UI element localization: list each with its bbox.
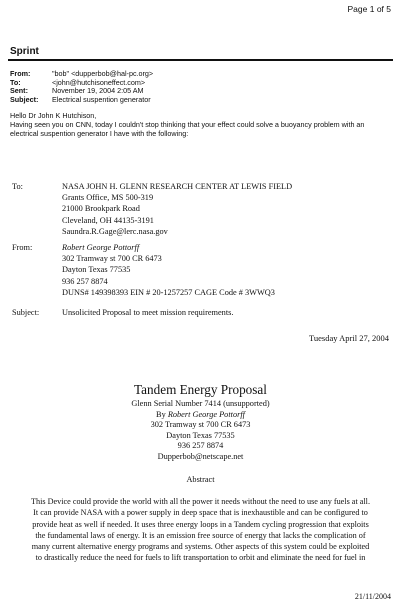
- email-body: [10, 112, 391, 138]
- sent-label: Sent:: [10, 86, 28, 96]
- to-address-line: Cleveland, OH 44135-3191: [62, 215, 154, 225]
- abstract-line: the fundamental laws of energy. It is an emission free source of energy that lacks the complication of: [35, 530, 366, 540]
- proposal-author-block: [0, 399, 401, 463]
- author-address: 302 Tramway st 700 CR 6473: [150, 420, 251, 430]
- to-value: <john@hutchisoneffect.com>: [52, 77, 146, 87]
- letter-subject-label: Subject:: [12, 308, 40, 317]
- sent-value: November 19, 2004 2:05 AM: [52, 86, 144, 96]
- from-phone: 936 257 8874: [62, 276, 108, 286]
- author-name: Robert George Pottorff: [167, 409, 245, 419]
- from-ids: DUNS# 149398393 EIN # 20-1257257 CAGE Code # 3WWQ3: [62, 287, 275, 297]
- abstract-heading: Abstract: [186, 475, 215, 484]
- from-label: From:: [10, 69, 31, 78]
- from-value: "bob" <dupperbob@hal-pc.org>: [52, 69, 154, 78]
- body-line: Having seen you on CNN, today I couldn't stop thinking that your effect could solve a buoyancy problem with an: [10, 119, 365, 129]
- sender-name: Sprint: [10, 46, 39, 57]
- subject-value: Electrical suspention generator: [52, 94, 151, 104]
- subject-row: [10, 96, 153, 105]
- from-address-line: Dayton Texas 77535: [62, 265, 131, 275]
- author-email: Dupperbob@netscape.net: [157, 451, 244, 461]
- to-address-line: NASA JOHN H. GLENN RESEARCH CENTER AT LEWIS FIELD: [62, 182, 293, 191]
- letter-date: Tuesday April 27, 2004: [309, 333, 389, 343]
- abstract-line: many current alternative energy programs and systems. Other aspects of this system could be exploited: [31, 542, 370, 552]
- abstract-line: This Device could provide the world with all the power it needs without the need to use any fuels at all.: [30, 497, 370, 506]
- letter-subject: Unsolicited Proposal to meet mission requirements.: [62, 308, 234, 317]
- author-line: By Robert George Pottorff: [156, 409, 245, 419]
- author-phone: 936 257 8874: [177, 441, 224, 451]
- greeting-line: Hello Dr John K Hutchison,: [10, 111, 97, 120]
- body-line: electrical suspention generator I have with the following:: [10, 128, 189, 138]
- author-city: Dayton Texas 77535: [166, 430, 235, 440]
- letter-to-label: To:: [12, 182, 23, 191]
- proposal-title: Tandem Energy Proposal: [134, 382, 267, 397]
- letter-from-label: From:: [12, 243, 33, 252]
- subject-label: Subject:: [10, 94, 39, 104]
- from-address-line: 302 Tramway st 700 CR 6473: [62, 254, 162, 264]
- footer-date: 21/11/2004: [354, 592, 391, 601]
- abstract-text: [6, 496, 395, 564]
- abstract-line: It can provide NASA with a power supply in deep space that is inexhaustible and can be configured to: [33, 508, 368, 518]
- abstract-line: to drastically reduce the need for fuels to lift transportation to orbit and eliminate the need for fuel in: [35, 553, 366, 563]
- abstract-line: provide heat as well if needed. It uses three energy loops in a Tandem cycling progression that exploits: [32, 519, 369, 529]
- to-label: To:: [10, 77, 21, 87]
- email-header: [10, 70, 153, 104]
- to-address-line: 21000 Brookpark Road: [62, 204, 140, 214]
- to-email-line: Saundra.R.Gage@lerc.nasa.gov: [62, 226, 168, 236]
- from-name: Robert George Pottorff: [62, 243, 140, 252]
- page-number: Page 1 of 5: [347, 4, 391, 14]
- serial-number: Glenn Serial Number 7414 (unsupported): [131, 399, 270, 408]
- to-address-line: Grants Office, MS 500-319: [62, 193, 154, 203]
- header-divider: [8, 59, 393, 61]
